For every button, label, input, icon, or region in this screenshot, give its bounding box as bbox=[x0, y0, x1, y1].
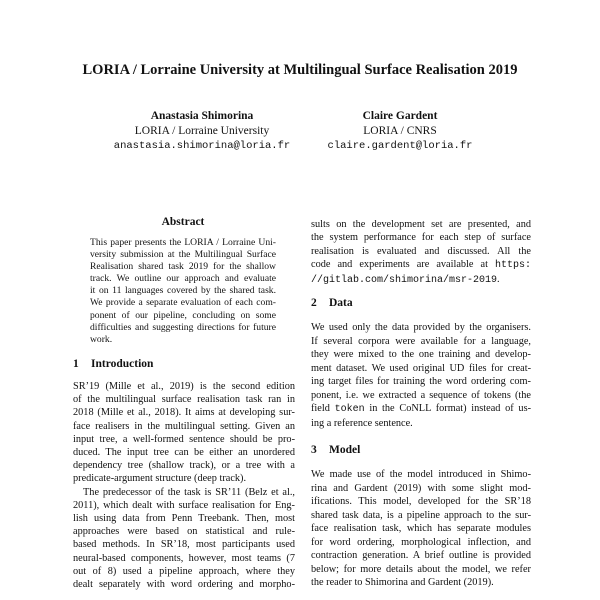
body-line: ment dataset. We used original UD files for creat- bbox=[311, 362, 531, 374]
body-line: approaches were based on statistical and rule- bbox=[73, 526, 295, 538]
section-number: 3 bbox=[311, 444, 317, 456]
section-title: Data bbox=[329, 297, 353, 309]
body-text: code and experiments are available at bbox=[311, 259, 488, 271]
abstract-line: track. We outline our approach and evaluate bbox=[90, 273, 276, 285]
author-email: anastasia.shimorina@loria.fr bbox=[113, 140, 291, 152]
body-line: 2018 (Mille et al., 2018). It aims at developing sur- bbox=[73, 407, 295, 419]
body-line: 2011), which dealt with surface realisation for Eng- bbox=[73, 499, 295, 511]
body-line: predicate-argument structure (deep track). bbox=[73, 473, 247, 485]
paper-title: LORIA / Lorraine University at Multilingual Surface Realisation 2019 bbox=[82, 62, 518, 78]
introduction-body bbox=[73, 380, 295, 591]
body-line: We made use of the model introduced in Shimo- bbox=[311, 469, 531, 480]
body-line: ponent, i.e. we extracted a sequence of tokens (the bbox=[311, 389, 531, 401]
abstract-line: versity submission at the Multilingual Surface bbox=[90, 249, 276, 261]
body-line: input tree, a well-formed sentence should be pro- bbox=[73, 433, 295, 445]
body-line bbox=[311, 258, 531, 272]
section-heading-introduction bbox=[73, 358, 153, 370]
body-line: dealt separately with word ordering and morpho- bbox=[73, 579, 295, 591]
author-name: Anastasia Shimorina bbox=[150, 110, 254, 122]
body-line: sults on the development set are presented, and bbox=[311, 219, 531, 230]
body-line: realisation is evaluated and discussed. All the bbox=[311, 245, 531, 257]
code-token: token bbox=[334, 404, 365, 415]
body-line: neural-based components, however, most teams (7 bbox=[73, 552, 295, 564]
abstract-line: This paper presents the LORIA / Lorraine Uni- bbox=[90, 237, 276, 248]
abstract-line: We provide a separate evaluation of each com- bbox=[90, 297, 276, 309]
body-line: based methods. In SR’18, most participants used bbox=[73, 539, 295, 551]
body-line bbox=[311, 273, 531, 287]
author-affiliation: LORIA / Lorraine University bbox=[134, 125, 270, 137]
author-email: claire.gardent@loria.fr bbox=[327, 140, 473, 152]
body-line: they were mixed to the one training and develop- bbox=[311, 349, 531, 360]
body-line: face realisers in the multilingual setting. Given an bbox=[73, 420, 295, 432]
section-heading-model bbox=[311, 444, 360, 456]
author-affiliation: LORIA / CNRS bbox=[363, 125, 437, 137]
repo-url-link[interactable]: https: bbox=[494, 260, 531, 272]
author-name: Claire Gardent bbox=[362, 110, 438, 122]
body-line: rina and Gardent (2019) with some slight mod- bbox=[311, 482, 531, 494]
body-line: SR’19 (Mille et al., 2019) is the second edition bbox=[73, 381, 295, 392]
abstract-line: Realisation shared task 2019 for the shallow bbox=[90, 261, 276, 273]
author-block-2 bbox=[305, 109, 495, 154]
body-text: . bbox=[497, 273, 500, 285]
body-line: We used only the data provided by the organisers. bbox=[311, 322, 531, 333]
section-title: Introduction bbox=[91, 358, 154, 370]
body-line: lish using data from Penn Treebank. Then, most bbox=[73, 513, 295, 525]
body-line: duced. The input tree can be either an unordered bbox=[73, 447, 295, 459]
author-block-1 bbox=[92, 109, 312, 154]
abstract-line: work. bbox=[90, 333, 113, 345]
section-number: 2 bbox=[311, 297, 317, 309]
body-line: of the multilingual surface realisation task ran in bbox=[73, 394, 295, 406]
body-text: field bbox=[311, 403, 330, 414]
body-line: below; for more details about the model, we refer bbox=[311, 563, 531, 575]
body-line: for word ordering, morphological inflection, and bbox=[311, 536, 531, 548]
body-line: ifications. This model, developed for the SR’18 bbox=[311, 496, 531, 507]
body-line: contraction generation. A brief outline is provided bbox=[311, 550, 531, 561]
introduction-continued bbox=[311, 218, 531, 287]
data-body bbox=[311, 321, 531, 430]
body-line: face realisation task, which has separate modules bbox=[311, 523, 531, 534]
model-body bbox=[311, 468, 531, 590]
body-line: If several corpora were available for a language, bbox=[311, 335, 531, 347]
body-text: in the CoNLL format) instead of us- bbox=[369, 403, 532, 414]
abstract-line: ponent of our pipeline, concluding on some bbox=[90, 309, 276, 321]
abstract-line: it on 11 languages covered by the shared task. bbox=[90, 285, 276, 297]
body-line: shared task data, is a pipeline approach to the sur- bbox=[311, 509, 531, 521]
body-line: ing a reference sentence. bbox=[311, 417, 413, 429]
abstract-heading: Abstract bbox=[161, 216, 205, 228]
body-line: the system performance for each step of surface bbox=[311, 232, 531, 244]
body-line bbox=[311, 402, 531, 417]
body-line: the reader to Shimorina and Gardent (2019). bbox=[311, 577, 494, 588]
section-heading-data bbox=[311, 297, 353, 309]
body-line: ing target files for training the word ordering com- bbox=[311, 376, 531, 387]
abstract-line: difficulties and suggesting directions for future bbox=[90, 321, 276, 333]
repo-url-link[interactable]: //gitlab.com/shimorina/msr-2019 bbox=[311, 274, 498, 286]
body-line: dependency tree (shallow track), or a tree with a bbox=[73, 460, 295, 472]
body-line: out of 8) used a pipeline approach, where they bbox=[73, 565, 295, 577]
body-line: The predecessor of the task is SR’11 (Belz et al., bbox=[83, 486, 295, 498]
section-number: 1 bbox=[73, 358, 79, 370]
abstract-body bbox=[90, 237, 276, 346]
section-title: Model bbox=[329, 444, 361, 456]
